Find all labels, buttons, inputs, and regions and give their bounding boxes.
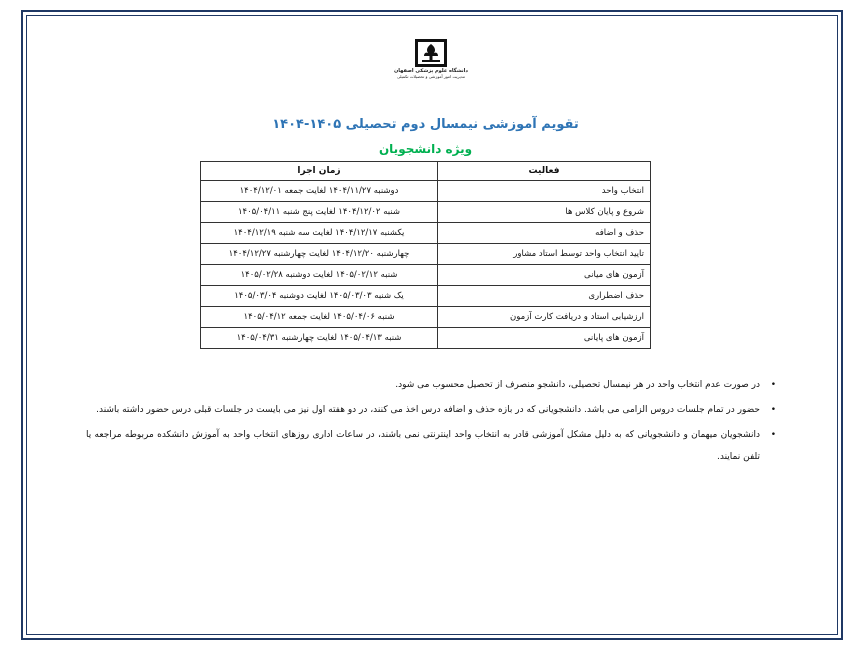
- time-cell: شنبه ۱۴۰۵/۰۴/۰۶ لغایت جمعه ۱۴۰۵/۰۴/۱۲: [201, 307, 438, 328]
- activity-cell: شروع و پایان کلاس ها: [438, 202, 651, 223]
- note-item: [86, 399, 776, 421]
- time-cell: چهارشنبه ۱۴۰۴/۱۲/۲۰ لغایت چهارشنبه ۱۴۰۴/۱۲/۲۷: [201, 244, 438, 265]
- table-row: [201, 181, 651, 202]
- activity-cell: تایید انتخاب واحد توسط استاد مشاور: [438, 244, 651, 265]
- page-title: تقویم آموزشی نیمسال دوم تحصیلی ۱۴۰۵-۱۴۰۴: [272, 117, 579, 132]
- table-row: [201, 286, 651, 307]
- activity-cell: حذف و اضافه: [438, 223, 651, 244]
- logo-department-name: مدیریت امور آموزشی و تحصیلات تکمیلی: [396, 74, 466, 79]
- time-cell: شنبه ۱۴۰۵/۰۴/۱۳ لغایت چهارشنبه ۱۴۰۵/۰۴/۳۱: [201, 328, 438, 349]
- table-row: [201, 328, 651, 349]
- activity-cell: ارزشیابی استاد و دریافت کارت آزمون: [438, 307, 651, 328]
- table-row: [201, 202, 651, 223]
- logo-university-name: دانشگاه علوم پزشکی اصفهان: [394, 68, 468, 74]
- activity-cell: حذف اضطراری: [438, 286, 651, 307]
- table-row: [201, 244, 651, 265]
- note-text: دانشجویان میهمان و دانشجویانی که به دلیل مشکل آموزشی قادر به انتخاب واحد اینترنتی نمی باشند، در ساعات اداری روزهای انتخاب واحد به آموزش دانشکده مربوطه مراجعه یا تلفن نمایند.: [86, 430, 760, 462]
- note-item: [86, 424, 776, 468]
- page-subtitle: ویژه دانشجویان: [378, 142, 473, 156]
- activity-cell: انتخاب واحد: [438, 181, 651, 202]
- note-text: در صورت عدم انتخاب واحد در هر نیمسال تحصیلی، دانشجو منصرف از تحصیل محسوب می شود.: [395, 380, 760, 390]
- time-cell: یکشنبه ۱۴۰۴/۱۲/۱۷ لغایت سه شنبه ۱۴۰۴/۱۲/۱۹: [201, 223, 438, 244]
- time-cell: شنبه ۱۴۰۵/۰۲/۱۲ لغایت دوشنبه ۱۴۰۵/۰۲/۲۸: [201, 265, 438, 286]
- time-cell: یک شنبه ۱۴۰۵/۰۳/۰۳ لغایت دوشنبه ۱۴۰۵/۰۳/۰۴: [201, 286, 438, 307]
- header-time: زمان اجرا: [201, 162, 438, 181]
- activity-cell: آزمون های پایانی: [438, 328, 651, 349]
- activity-cell: آزمون های میانی: [438, 265, 651, 286]
- table-row: [201, 223, 651, 244]
- table-header-row: [201, 162, 651, 181]
- bullet-icon: •: [770, 405, 776, 415]
- note-text: حضور در تمام جلسات دروس الزامی می باشد. دانشجویانی که در بازه حذف و اضافه درس اخذ می کنند، در دو هفته اول نیز می بایست در جلسات قبلی درس حضور داشته باشند.: [96, 405, 760, 415]
- university-emblem-icon: [414, 38, 448, 68]
- bullet-icon: •: [770, 380, 776, 390]
- header-activity: فعالیت: [438, 162, 651, 181]
- notes-list: [86, 374, 776, 471]
- university-logo: [391, 38, 471, 90]
- note-item: [86, 374, 776, 396]
- time-cell: دوشنبه ۱۴۰۴/۱۱/۲۷ لغایت جمعه ۱۴۰۴/۱۲/۰۱: [201, 181, 438, 202]
- table-row: [201, 307, 651, 328]
- bullet-icon: •: [770, 430, 776, 440]
- academic-calendar-table: [200, 161, 651, 349]
- time-cell: شنبه ۱۴۰۴/۱۲/۰۲ لغایت پنج شنبه ۱۴۰۵/۰۴/۱۱: [201, 202, 438, 223]
- table-row: [201, 265, 651, 286]
